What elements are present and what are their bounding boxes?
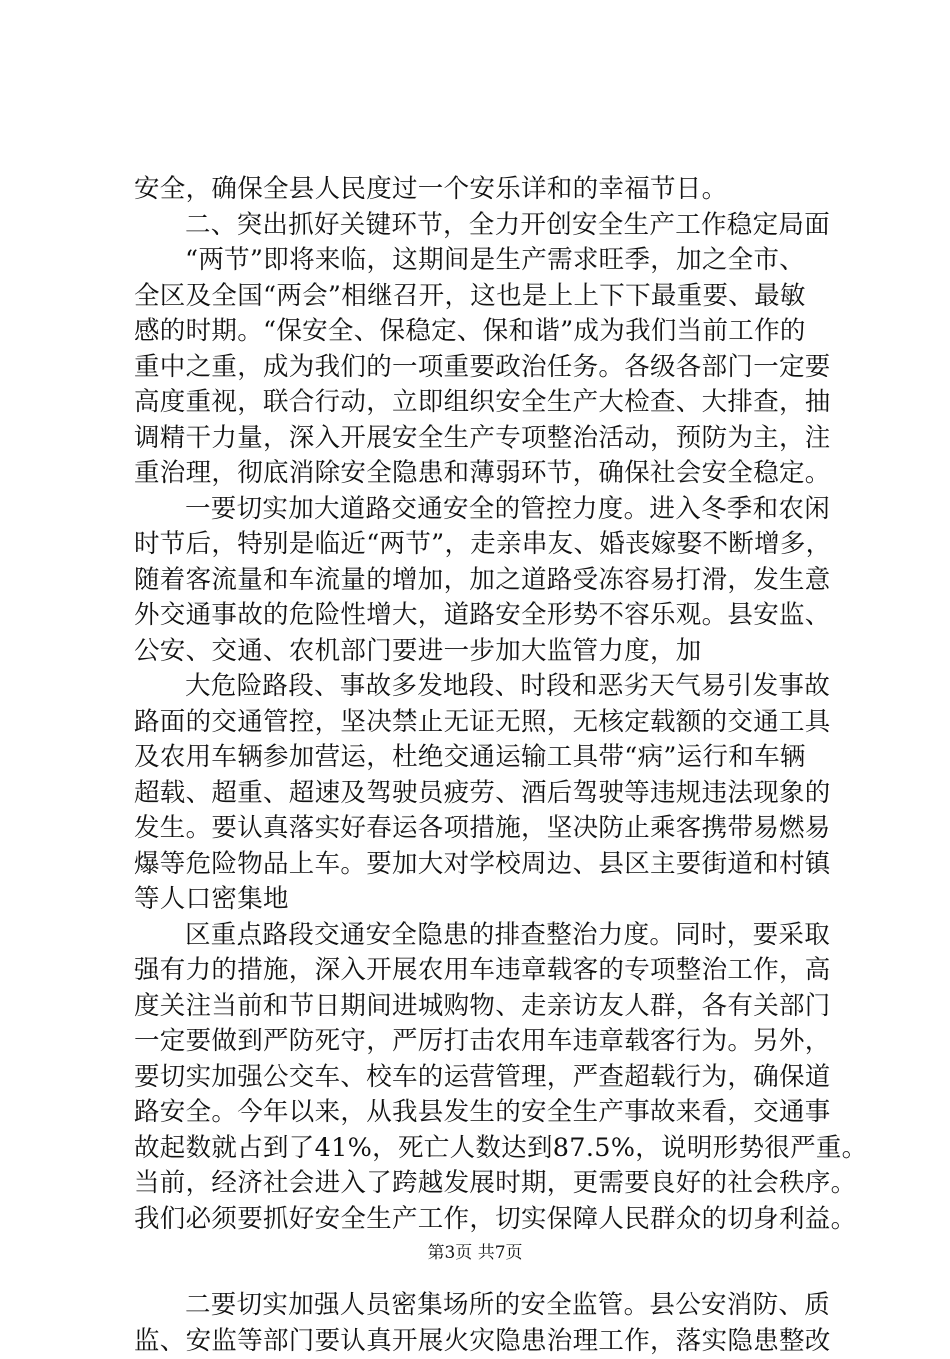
text-line: 一定要做到严防死守，严厉打击农用车违章载客行为。另外， (134, 1024, 834, 1060)
text-line: 及农用车辆参加营运，杜绝交通运输工具带“病”运行和车辆 (134, 740, 834, 776)
text-line: 路安全。今年以来，从我县发生的安全生产事故来看，交通事 (134, 1095, 834, 1131)
text-line: 感的时期。“保安全、保稳定、保和谐”成为我们当前工作的 (134, 314, 834, 350)
text-line: 随着客流量和车流量的增加，加之道路受冻容易打滑，发生意 (134, 563, 834, 599)
text-line: 全区及全国“两会”相继召开，这也是上上下下最重要、最敏 (134, 279, 834, 315)
text-line: 重中之重，成为我们的一项重要政治任务。各级各部门一定要 (134, 350, 834, 386)
text-line: “两节”即将来临，这期间是生产需求旺季，加之全市、 (134, 243, 834, 279)
text-line: 二要切实加强人员密集场所的安全监管。县公安消防、质 (134, 1288, 834, 1324)
text-line: 度关注当前和节日期间进城购物、走亲访友人群，各有关部门 (134, 989, 834, 1025)
text-line: 监、安监等部门要认真开展火灾隐患治理工作，落实隐患整改 (134, 1324, 834, 1359)
text-line: 发生。要认真落实好春运各项措施，坚决防止乘客携带易燃易 (134, 811, 834, 847)
text-line: 安全，确保全县人民度过一个安乐详和的幸福节日。 (134, 172, 834, 208)
text-line: 外交通事故的危险性增大，道路安全形势不容乐观。县安监、 (134, 598, 834, 634)
text-line: 区重点路段交通安全隐患的排查整治力度。同时，要采取 (134, 918, 834, 954)
text-line: 要切实加强公交车、校车的运营管理，严查超载行为，确保道 (134, 1060, 834, 1096)
text-line: 爆等危险物品上车。要加大对学校周边、县区主要街道和村镇 (134, 847, 834, 883)
text-line: 超载、超重、超速及驾驶员疲劳、酒后驾驶等违规违法现象的 (134, 776, 834, 812)
text-line: 我们必须要抓好安全生产工作，切实保障人民群众的切身利益。 (134, 1202, 834, 1238)
text-line: 一要切实加大道路交通安全的管控力度。进入冬季和农闲 (134, 492, 834, 528)
text-line: 当前，经济社会进入了跨越发展时期，更需要良好的社会秩序。 (134, 1166, 834, 1202)
section-heading: 二、突出抓好关键环节，全力开创安全生产工作稳定局面 (134, 208, 834, 244)
text-line: 故起数就占到了41%，死亡人数达到87.5%，说明形势很严重。 (134, 1131, 834, 1167)
text-line: 大危险路段、事故多发地段、时段和恶劣天气易引发事故 (134, 669, 834, 705)
text-line: 时节后，特别是临近“两节”，走亲串友、婚丧嫁娶不断增多， (134, 527, 834, 563)
page-footer: 第3页 共7页 (0, 1238, 950, 1263)
text-line: 公安、交通、农机部门要进一步加大监管力度，加 (134, 634, 834, 670)
text-line: 调精干力量，深入开展安全生产专项整治活动，预防为主，注 (134, 421, 834, 457)
text-line: 强有力的措施，深入开展农用车违章载客的专项整治工作，高 (134, 953, 834, 989)
text-line: 等人口密集地 (134, 882, 834, 918)
text-line: 重治理，彻底消除安全隐患和薄弱环节，确保社会安全稳定。 (134, 456, 834, 492)
document-body (134, 172, 834, 1359)
text-line: 高度重视，联合行动，立即组织安全生产大检查、大排查，抽 (134, 385, 834, 421)
text-line: 路面的交通管控，坚决禁止无证无照，无核定载额的交通工具 (134, 705, 834, 741)
